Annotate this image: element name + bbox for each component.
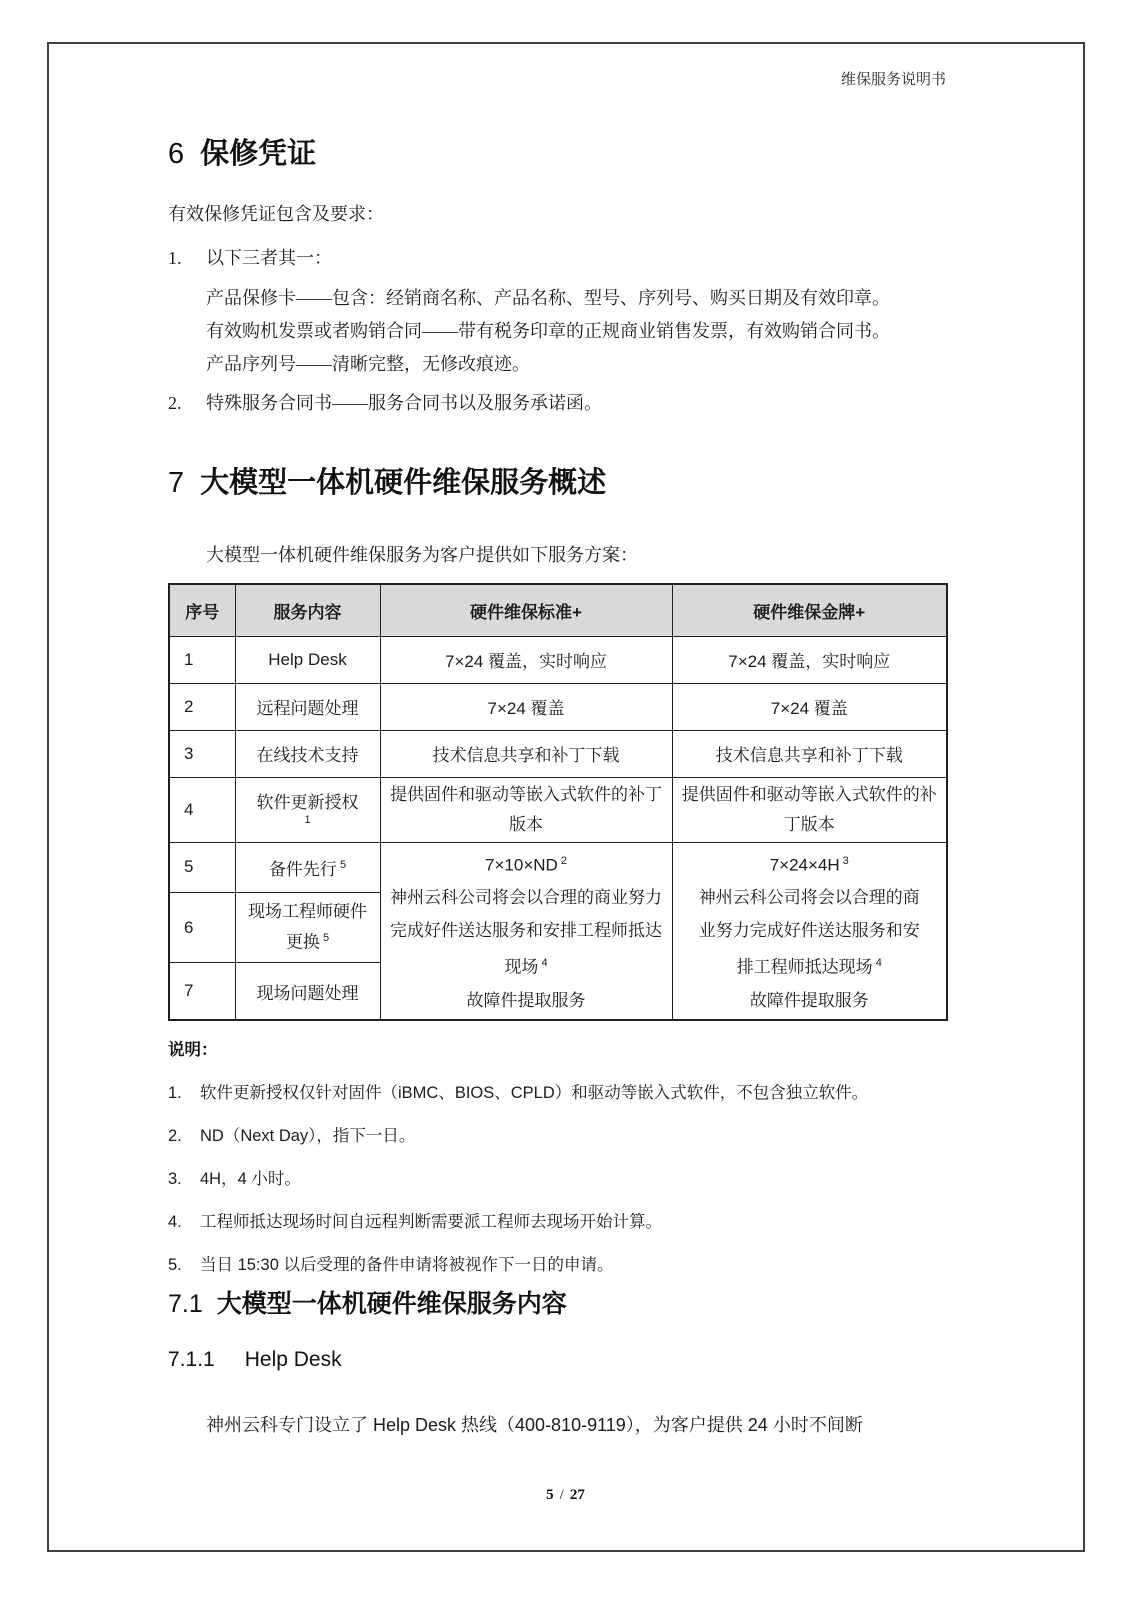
note-item-3: 3. 4H，4 小时。	[168, 1169, 301, 1188]
row3-gold: 技术信息共享和补丁下载	[672, 730, 947, 777]
warranty-line-2: 有效购机发票或者购销合同——带有税务印章的正规商业销售发票，有效购销合同书。	[206, 321, 890, 341]
col-header-seq: 序号	[169, 584, 235, 636]
row6-no: 6	[169, 893, 235, 963]
standard-extra: 故障件提取服务	[466, 990, 586, 1010]
row5-no: 5	[169, 842, 235, 893]
heading-7-1-1-number: 7.1.1	[168, 1347, 215, 1371]
row3-service: 在线技术支持	[235, 730, 380, 777]
row2-no: 2	[169, 683, 235, 730]
heading-7-1-1-title: Help Desk	[244, 1347, 342, 1371]
heading-7-1-title: 大模型一体机硬件维保服务内容	[216, 1289, 567, 1318]
row2-service: 远程问题处理	[235, 683, 380, 730]
gold-extra: 故障件提取服务	[749, 990, 869, 1010]
row7-service: 现场问题处理	[235, 963, 380, 1020]
note-item-1: 1. 软件更新授权仅针对固件（iBMC、BIOS、CPLD）和驱动等嵌入式软件，不包含独立软件。	[168, 1083, 869, 1102]
row4-service-text: 软件更新授权	[256, 792, 359, 812]
heading-7-title: 大模型一体机硬件维保服务概述	[200, 467, 607, 499]
col-header-service: 服务内容	[235, 584, 380, 636]
row3-standard: 技术信息共享和补丁下载	[380, 730, 672, 777]
table-row	[169, 777, 947, 842]
list-item-1	[168, 246, 946, 270]
row7-no: 7	[169, 963, 235, 1020]
list-item-2	[168, 391, 946, 415]
col-header-standard: 硬件维保标准+	[380, 584, 672, 636]
heading-6-title: 保修凭证	[200, 138, 317, 170]
row1-gold: 7×24 覆盖，实时响应	[672, 636, 947, 683]
heading-7-1-number: 7.1	[168, 1289, 203, 1318]
table-row	[169, 842, 947, 893]
warranty-proof-details	[206, 282, 946, 381]
heading-section-7	[168, 465, 946, 501]
merged-gold-cell	[672, 842, 947, 1020]
note-item-4: 4. 工程师抵达现场时间自远程判断需要派工程师去现场开始计算。	[168, 1212, 662, 1231]
row6-service: 现场工程师硬件更换 $^5$	[235, 893, 380, 963]
row1-no: 1	[169, 636, 235, 683]
row2-standard: 7×24 覆盖	[380, 683, 672, 730]
page-number-separator: /	[559, 1487, 564, 1503]
merged-standard-cell	[380, 842, 672, 1020]
warranty-line-1: 产品保修卡——包含：经销商名称、产品名称、型号、序列号、购买日期及有效印章。	[206, 288, 890, 308]
table-row	[169, 730, 947, 777]
row4-gold: 提供固件和驱动等嵌入式软件的补丁版本	[672, 777, 947, 842]
list-item-2-number: 2.	[168, 393, 182, 413]
page-footer	[0, 1487, 1131, 1504]
row6-service-footnote: 5	[322, 932, 330, 945]
notes-label: 说明：	[168, 1040, 218, 1059]
row4-service	[235, 777, 380, 842]
note-item-5: 5. 当日 15:30 以后受理的备件申请将被视作下一日的申请。	[168, 1255, 614, 1274]
list-item-1-number: 1.	[168, 248, 182, 268]
row1-standard: 7×24 覆盖，实时响应	[380, 636, 672, 683]
section6-intro: 有效保修凭证包含及要求：	[168, 204, 384, 224]
heading-7-number: 7	[168, 467, 185, 499]
page-content	[168, 0, 946, 1438]
heading-section-7-1-1	[168, 1346, 946, 1374]
heading-6-number: 6	[168, 138, 185, 170]
standard-sla: 7×10×ND $^2$	[485, 854, 567, 875]
heading-section-6	[168, 136, 946, 172]
section7-intro: 大模型一体机硬件维保服务为客户提供如下服务方案：	[206, 545, 638, 565]
row3-no: 3	[169, 730, 235, 777]
note-item-2: 2. ND（Next Day），指下一日。	[168, 1126, 416, 1145]
standard-description: 神州云科公司将会以合理的商业努力完成好件送达服务和安排工程师抵达现场 $^4$	[390, 888, 662, 977]
table-row	[169, 683, 947, 730]
row5-service: 备件先行 $^5$	[235, 842, 380, 893]
row2-gold: 7×24 覆盖	[672, 683, 947, 730]
heading-section-7-1	[168, 1288, 946, 1320]
helpdesk-paragraph: 神州云科专门设立了 Help Desk 热线（400-810-9119），为客户提供 24 小时不间断	[206, 1414, 863, 1435]
warranty-line-3: 产品序列号——清晰完整，无修改痕迹。	[206, 354, 530, 374]
page-number: 5	[546, 1487, 554, 1503]
row1-service: Help Desk	[235, 636, 380, 683]
row4-service-footnote: 1	[304, 813, 311, 826]
gold-description: 神州云科公司将会以合理的商业努力完成好件送达服务和安排工程师抵达现场 $^4$	[698, 888, 920, 977]
page-total: 27	[569, 1487, 585, 1503]
row4-no: 4	[169, 777, 235, 842]
row5-service-footnote: 5	[339, 859, 347, 872]
table-header-row	[169, 584, 947, 636]
service-plan-table	[168, 583, 948, 1021]
gold-sla: 7×24×4H $^3$	[769, 854, 849, 875]
row4-standard: 提供固件和驱动等嵌入式软件的补丁版本	[380, 777, 672, 842]
table-row	[169, 636, 947, 683]
list-item-1-text: 以下三者其一：	[206, 248, 332, 268]
list-item-2-text: 特殊服务合同书——服务合同书以及服务承诺函。	[206, 393, 602, 413]
running-header: 维保服务说明书	[840, 72, 946, 88]
col-header-gold: 硬件维保金牌+	[672, 584, 947, 636]
